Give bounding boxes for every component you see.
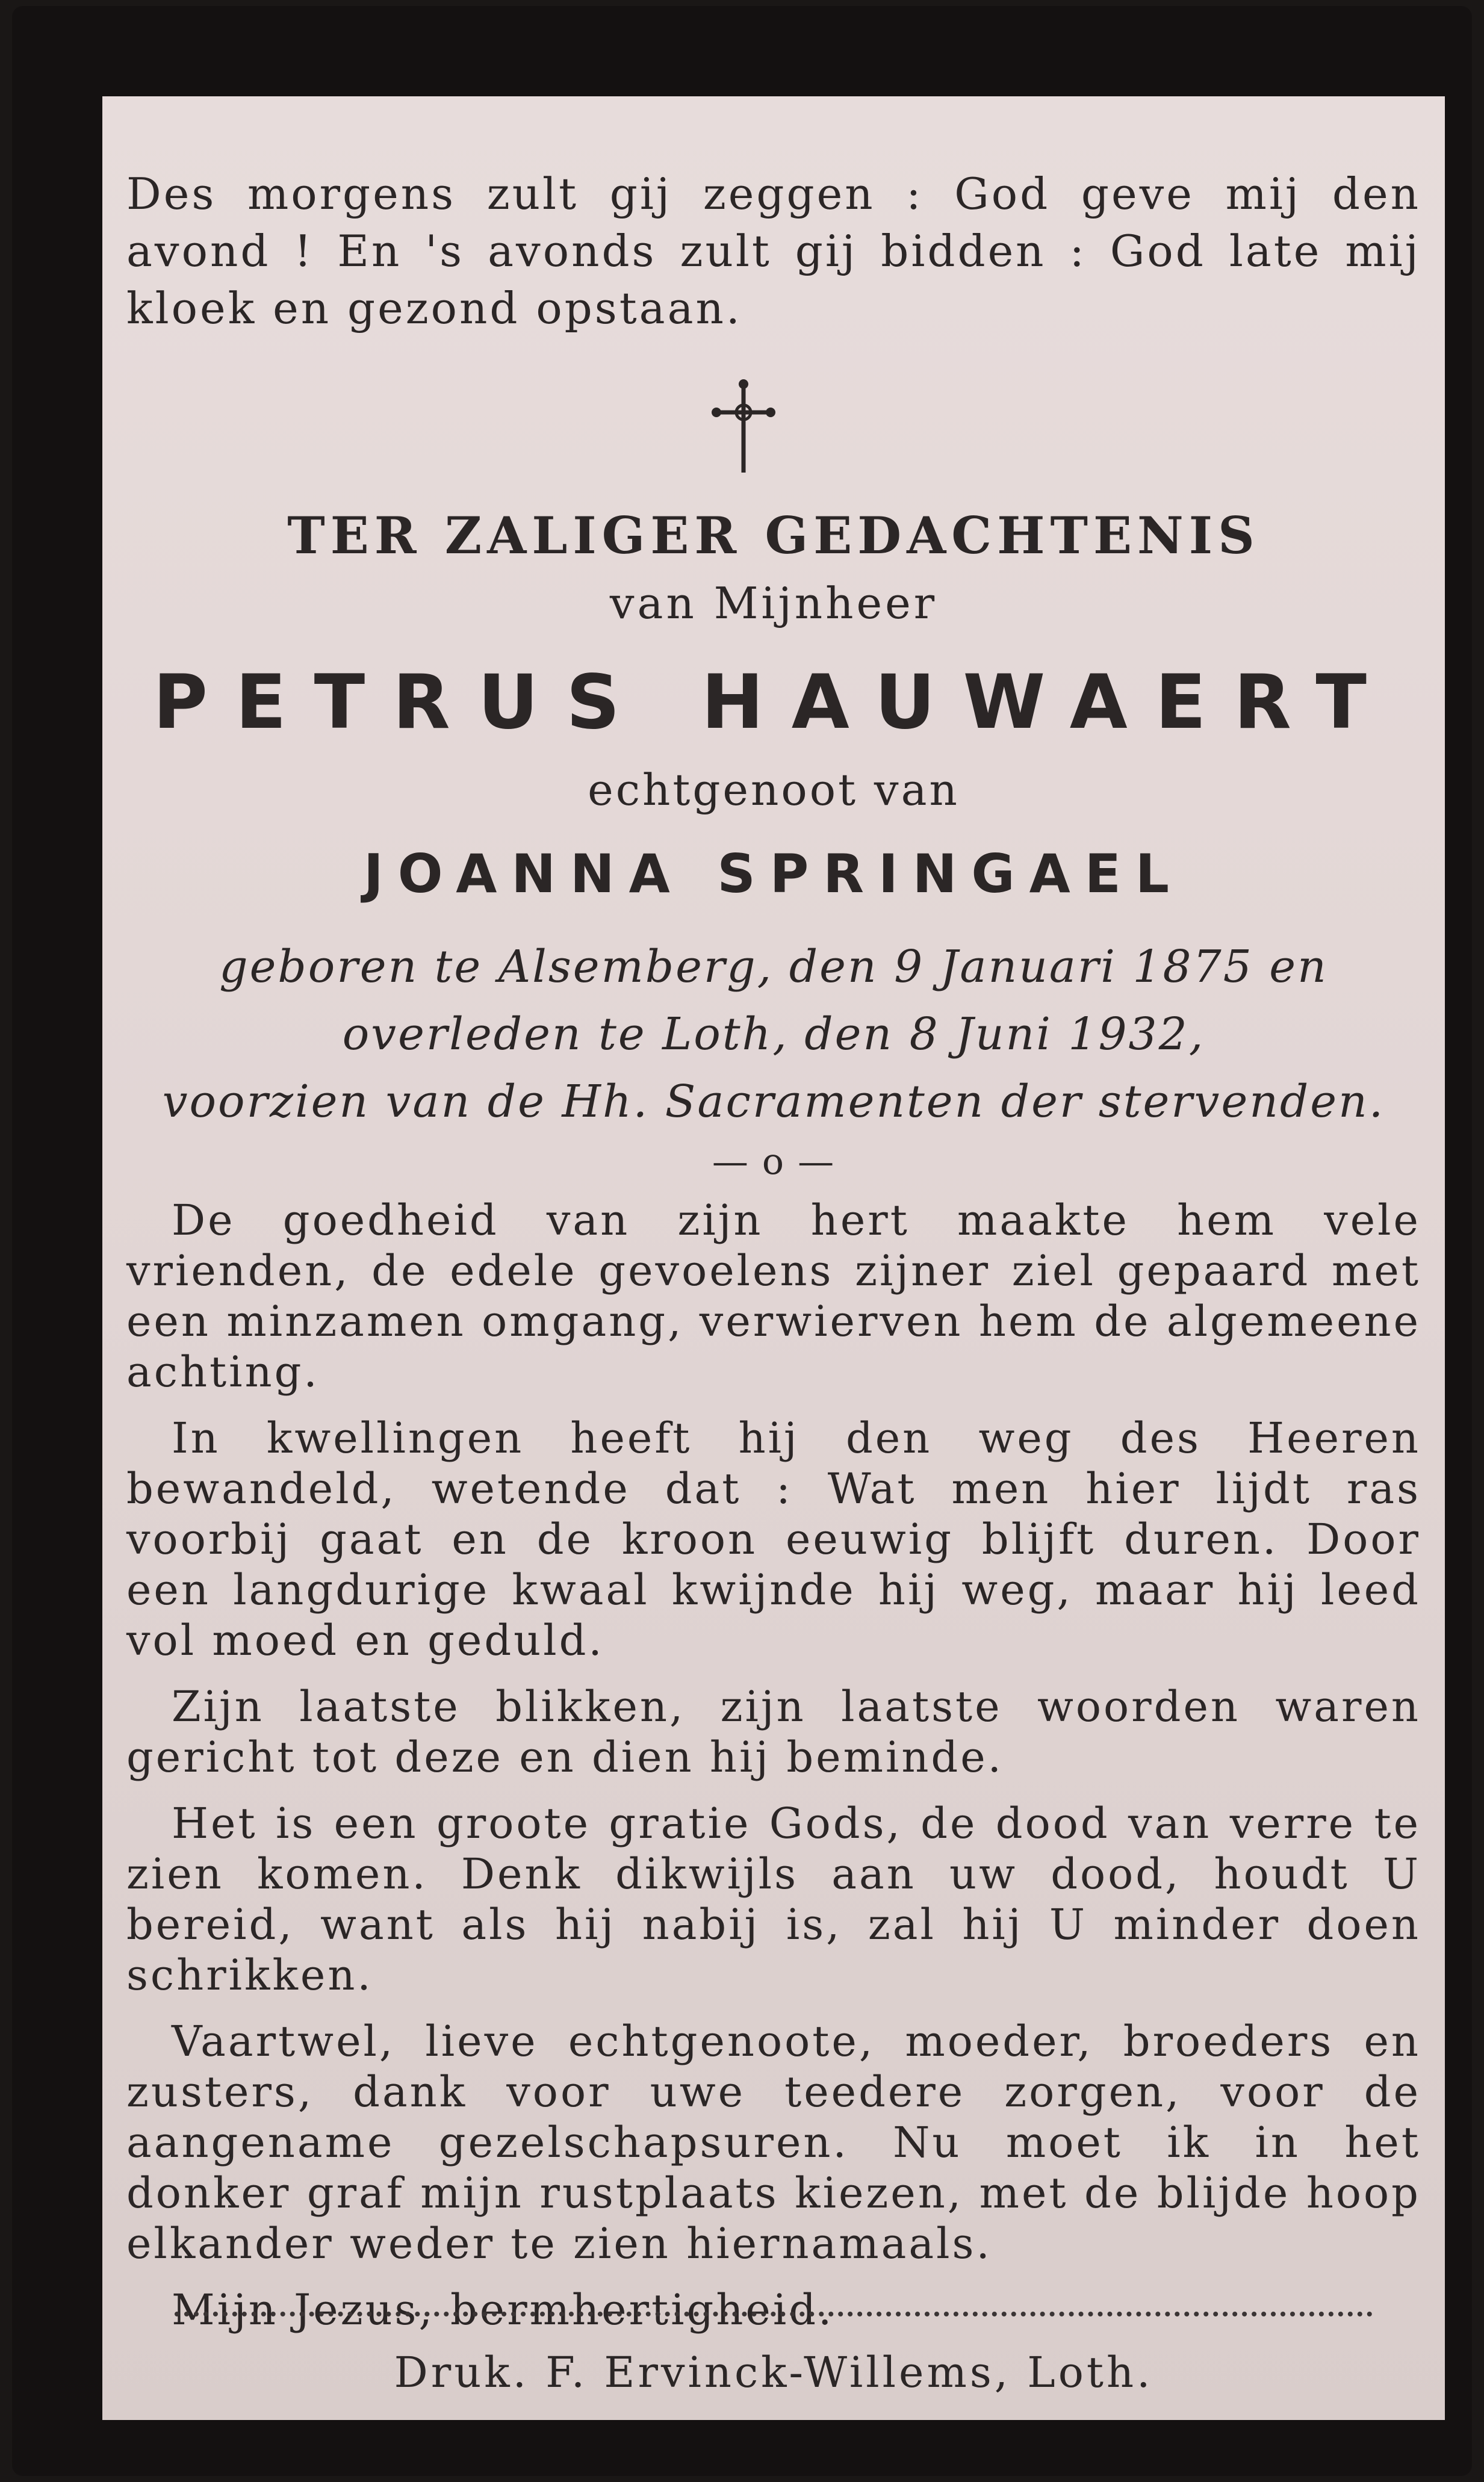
life-dates: [126, 933, 1421, 1135]
memorial-card-paper: [102, 96, 1445, 2420]
dotted-divider: [175, 2312, 1373, 2316]
opening-quote: Des morgens zult gij zeggen : God geve mij den avond ! En 's avonds zult gij bidden : God late mij kloek en gezond opstaan.: [126, 169, 1421, 334]
paragraph-grace: Het is een groote gratie Gods, de dood van verre te zien komen. Denk dikwijls aan uw dood, houdt U bereid, want als hij nabij is, zal hij U minder doen schrikken.: [126, 1799, 1421, 2000]
paragraph-prayer: Mijn Jezus, bermhertigheid.: [172, 2285, 834, 2335]
paragraph-suffering: In kwellingen heeft hij den weg des Heeren bewandeld, wetende dat : Wat men hier lijdt ras voorbij gaat en de kroon eeuwig blijft duren. Door een langdurige kwaal kwijnde hij weg, maar hij leed vol moed en geduld.: [126, 1413, 1421, 1665]
sacraments-line: voorzien van de Hh. Sacramenten der stervenden.: [162, 1076, 1385, 1128]
paragraph-goodness: De goedheid van zijn hert maakte hem vele vrienden, de edele gevoelens zijner ziel gepaard met een minzamen omgang, verwierven hem de algemeene achting.: [126, 1196, 1421, 1397]
printer-credit: Druk. F. Ervinck-Willems, Loth.: [394, 2348, 1153, 2397]
memorial-card-border: [12, 6, 1472, 2476]
cross-icon: [710, 379, 777, 476]
memorial-heading: TER ZALIGER GEDACHTENIS: [287, 506, 1260, 565]
death-line: overleden te Loth, den 8 Juni 1932,: [342, 1008, 1205, 1060]
spouse-label: echtgenoot van: [588, 765, 960, 815]
paragraph-last-words: Zijn laatste blikken, zijn laatste woorden waren gericht tot deze en dien hij beminde.: [126, 1682, 1421, 1782]
paragraph-farewell: Vaartwel, lieve echtgenoote, moeder, broeders en zusters, dank voor uwe teedere zorgen, voor de aangename gezelschapsuren. Nu moet ik in het donker graf mijn rustplaats kiezen, met de blijde hoop elkander weder te zien hiernamaals.: [126, 2017, 1421, 2268]
memorial-subheading: van Mijnheer: [609, 578, 938, 628]
section-divider: — o —: [712, 1141, 836, 1183]
deceased-name: PETRUS HAUWAERT: [153, 659, 1394, 746]
memorial-text: [126, 1195, 1421, 2335]
spouse-name: JOANNA SPRINGAEL: [364, 843, 1184, 905]
birth-line: geboren te Alsemberg, den 9 Januari 1875 en: [219, 941, 1328, 993]
